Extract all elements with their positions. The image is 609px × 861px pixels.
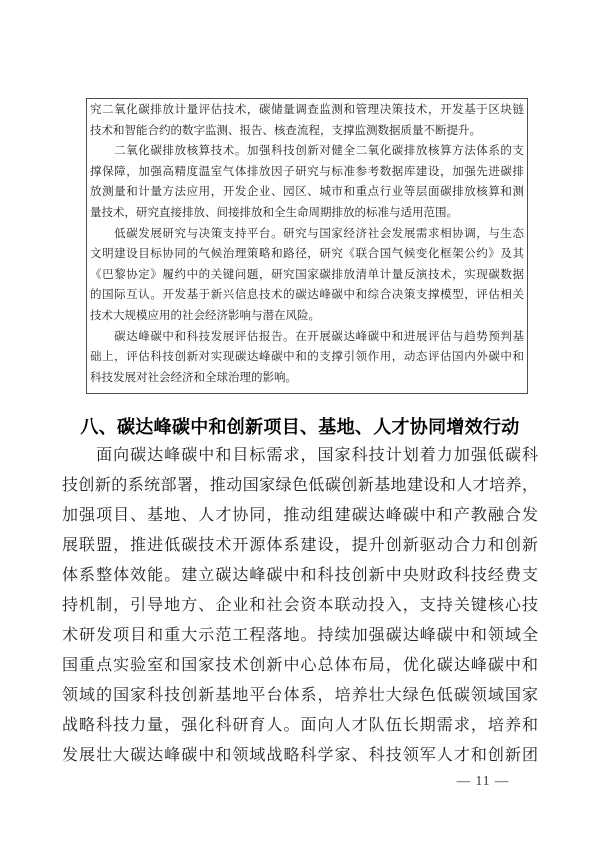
page-number: — 11 —: [456, 773, 510, 788]
text-line: 科技发展对社会经济和全球治理的影响。: [90, 371, 297, 384]
text-line: 国重点实验室和国家技术创新中心总体布局，优化碳达峰碳中和: [62, 657, 538, 674]
text-line: 展联盟，推进低碳技术开源体系建设，提升创新驱动合力和创新: [62, 537, 538, 554]
text-line: 低碳发展研究与决策支持平台。研究与国家经济社会发展需求相协调，与生态: [90, 227, 524, 240]
text-line: 加强项目、基地、人才协同，推动组建碳达峰碳中和产教融合发: [62, 507, 538, 524]
text-line: 究二氧化碳排放计量评估技术，碳储量调查监测和管理决策技术，开发基于区块链: [90, 104, 524, 116]
text-line: 体系整体效能。建立碳达峰碳中和科技创新中央财政科技经费支: [62, 567, 538, 584]
text-line: 发展壮大碳达峰碳中和领域战略科学家、科技领军人才和创新团: [62, 747, 538, 764]
text-line: 的国际互认。开发基于新兴信息技术的碳达峰碳中和综合决策支撑模型，评估相关: [90, 289, 524, 302]
text-line: 面向碳达峰碳中和目标需求，国家科技计划着力加强低碳科: [62, 447, 538, 464]
text-line: 领域的国家科技创新基地平台体系，培养壮大绿色低碳领域国家: [62, 687, 538, 704]
text-line: 战略科技力量，强化科研育人。面向人才队伍长期需求，培养和: [62, 717, 538, 734]
text-line: 术研发项目和重大示范工程落地。持续加强碳达峰碳中和领域全: [62, 627, 538, 644]
text-line: 技术大规模应用的社会经济影响与潜在风险。: [90, 309, 320, 322]
text-line: 撑保障，加强高精度温室气体排放因子研究与标准参考数据库建设，加强先进碳排: [90, 165, 524, 178]
text-line: 量技术，研究直接排放、间接排放和全生命周期排放的标准与适用范围。: [90, 206, 458, 219]
text-line: 放测量和计量方法应用，开发企业、园区、城市和重点行业等层面碳排放核算和测: [90, 186, 524, 199]
text-line: 技创新的系统部署，推动国家绿色低碳创新基地建设和人才培养，: [62, 477, 538, 494]
text-line: 础上，评估科技创新对实现碳达峰碳中和的支撑引领作用，动态评估国内外碳中和: [90, 351, 524, 364]
text-line: 技术和智能合约的数字监测、报告、核查流程，支撑监测数据质量不断提升。: [90, 124, 481, 137]
excerpt-box: [86, 98, 528, 394]
text-line: 二氧化碳排放核算技术。加强科技创新对健全二氧化碳排放核算方法体系的支: [90, 145, 524, 158]
text-line: 持机制，引导地方、企业和社会资本联动投入，支持关键核心技: [62, 597, 538, 614]
text-line: 《巴黎协定》履约中的关键问题，研究国家碳排放清单计量反演技术，实现碳数据: [90, 268, 524, 281]
section-heading: 八、碳达峰碳中和创新项目、基地、人才协同增效行动: [80, 417, 520, 437]
text-line: 文明建设目标协同的气候治理策略和路径，研究《联合国气候变化框架公约》及其: [90, 248, 524, 261]
body-paragraph: [62, 441, 538, 771]
text-line: 碳达峰碳中和科技发展评估报告。在开展碳达峰碳中和进展评估与趋势预判基: [90, 330, 524, 343]
